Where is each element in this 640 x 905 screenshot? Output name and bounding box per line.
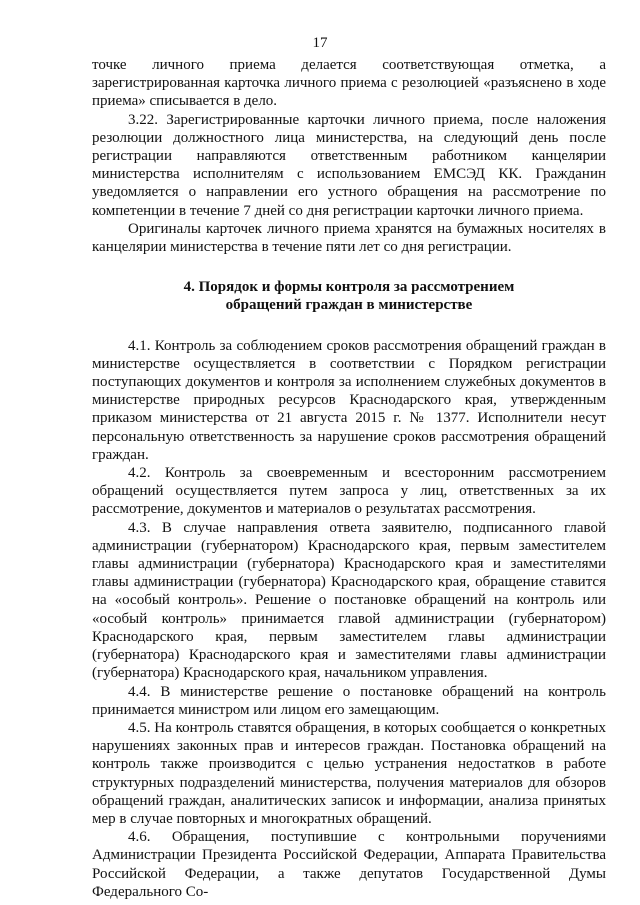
- paragraph-3-22: 3.22. Зарегистрированные карточки личного приема, после наложения резолюции должностного лица министерства, на следующий день после регистрации направляются ответственным работником канцелярии министерства исполнителям с использованием ЕМСЭД КК. Гражданин уведомляется о направлении его устного обращения на рассмотрение по компетенции в течение 7 дней со дня регистрации карточки личного приема.: [92, 111, 606, 219]
- paragraph-4-1: 4.1. Контроль за соблюдением сроков рассмотрения обращений граждан в министерстве осуществляется в соответствии с Порядком регистрации поступающих документов и контроля за исполнением служебных документов в министерстве природных ресурсов Краснодарского края, утвержденным приказом министерства от 21 августа 2015 г. № 1377. Исполнители несут персональную ответственность за нарушение сроков рассмотрения обращений граждан.: [92, 337, 606, 463]
- paragraph-4-2: 4.2. Контроль за своевременным и всесторонним рассмотрением обращений осуществляется путем запроса у лиц, ответственных за их рассмотрение, документов и материалов о результатах рассмотрения.: [92, 465, 606, 518]
- paragraph-continuation: точке личного приема делается соответствующая отметка, а зарегистрированная карточка личного приема с резолюцией «разъяснено в ходе приема» списывается в дело.: [92, 57, 606, 110]
- paragraph-4-6: 4.6. Обращения, поступившие с контрольными поручениями Администрации Президента Российской Федерации, Аппарата Правительства Российской Федерации, а также депутатов Государственной Думы Федерального Со-: [92, 829, 606, 900]
- section-4-heading: [92, 278, 606, 314]
- page-number: 17: [312, 35, 328, 51]
- section-title-line-1: 4. Порядок и формы контроля за рассмотрением: [183, 279, 515, 296]
- document-body: [92, 56, 606, 901]
- paragraph-4-4: 4.4. В министерстве решение о постановке обращений на контроль принимается министром или лицом его замещающим.: [92, 683, 606, 718]
- paragraph-4-3: 4.3. В случае направления ответа заявителю, подписанного главой администрации (губернатором) Краснодарского края, первым заместителем главы администрации (губернатора) Краснодарского края и заместителями главы администрации (губернатора) Краснодарского края, обращение ставится на «особый контроль». Решение о постановке обращений на контроль или «особый контроль» принимается главой администрации (губернатором) Краснодарского края, первым заместителем главы администрации (губернатора) Краснодарского края и заместителями главы администрации (губернатора) Краснодарского края, начальником управления.: [92, 519, 606, 682]
- paragraph-4-5: 4.5. На контроль ставятся обращения, в которых сообщается о конкретных нарушениях законных прав и интересов граждан. Постановка обращений на контроль также производится с целью устранения недостатков в работе структурных подразделений министерства, получения материалов для обзоров обращений граждан, аналитических записок и информации, анализа принятых мер в случае повторных и многократных обращений.: [92, 719, 606, 827]
- paragraph-originals: Оригиналы карточек личного приема хранятся на бумажных носителях в канцелярии министерства в течение пяти лет со дня регистрации.: [92, 220, 606, 256]
- section-title-line-2: обращений граждан в министерстве: [225, 297, 473, 314]
